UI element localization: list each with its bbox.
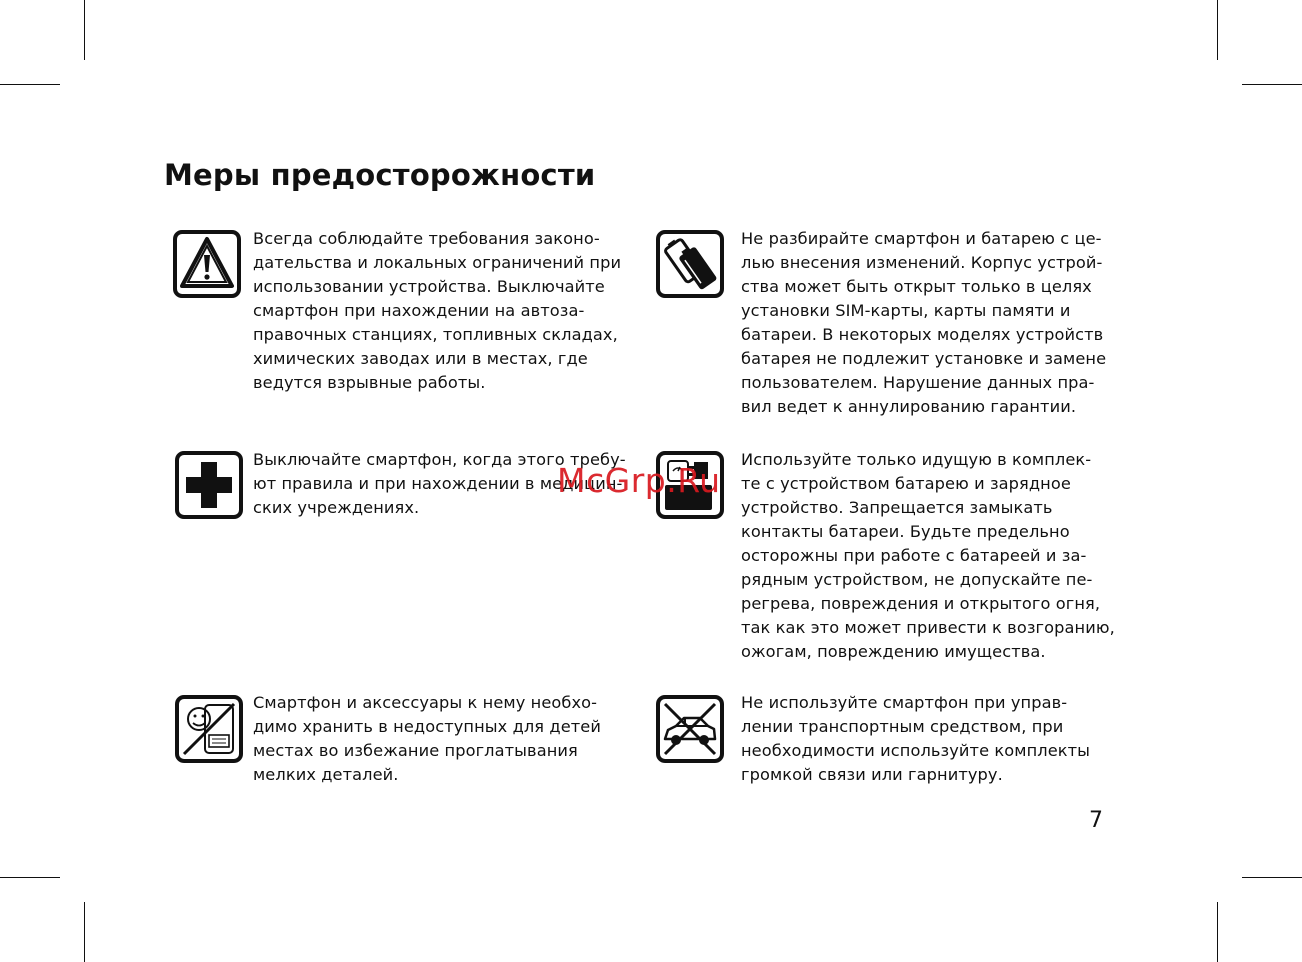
crop-mark	[1217, 902, 1218, 962]
crop-mark	[84, 902, 85, 962]
precaution-text: Всегда соблюдайте требования законо- дательства и локальных ограничений при использовании устройства. Выключайте смартфон при нахождении на автоза- правочных станциях, топливных складах, химических заводах или в местах, где ведутся взрывные работы.	[253, 229, 622, 392]
crop-mark	[84, 0, 85, 60]
warning-triangle-icon	[173, 230, 241, 298]
crop-mark	[0, 84, 60, 85]
medical-cross-icon	[175, 451, 243, 519]
precaution-text: Смартфон и аксессуары к нему необхо- димо хранить в недоступных для детей местах во избежание проглатывания мелких деталей.	[253, 693, 601, 784]
crop-mark	[0, 877, 60, 878]
precaution-text: Не используйте смартфон при управ- лении транспортным средством, при необходимости используйте комплекты громкой связи или гарнитуру.	[741, 693, 1091, 784]
precaution-text: Используйте только идущую в комплек- те с устройством батарею и зарядное устройство. Запрещается замыкать контакты батареи. Будьте предельно осторожны при работе с батареей и за- рядным устройством, не допускайте пе- регрева, повреждения и открытого огня, так как это может привести к возгоранию, ожогам, повреждению имущества.	[741, 450, 1115, 661]
battery-disassembly-icon	[656, 230, 724, 298]
precaution-text: Не разбирайте смартфон и батарею с це- лью внесения изменений. Корпус устрой- ства может быть открыт только в целях установки SIM-карты, карты памяти и батареи. В некоторых моделях устройств батарея не подлежит установке и замене пользователем. Нарушение данных пра- вил ведет к аннулированию гарантии.	[741, 229, 1107, 416]
page-number: 7	[1089, 808, 1103, 833]
crop-mark	[1217, 0, 1218, 60]
watermark: McGrp.Ru	[557, 461, 721, 500]
page-title: Меры предосторожности	[164, 158, 596, 192]
crop-mark	[1242, 877, 1302, 878]
no-driving-icon	[656, 695, 724, 763]
crop-mark	[1242, 84, 1302, 85]
no-children-small-parts-icon	[175, 695, 243, 763]
precaution-text: Выключайте смартфон, когда этого требу- ют правила и при нахождении в медицин- ских учреждениях.	[253, 450, 626, 517]
